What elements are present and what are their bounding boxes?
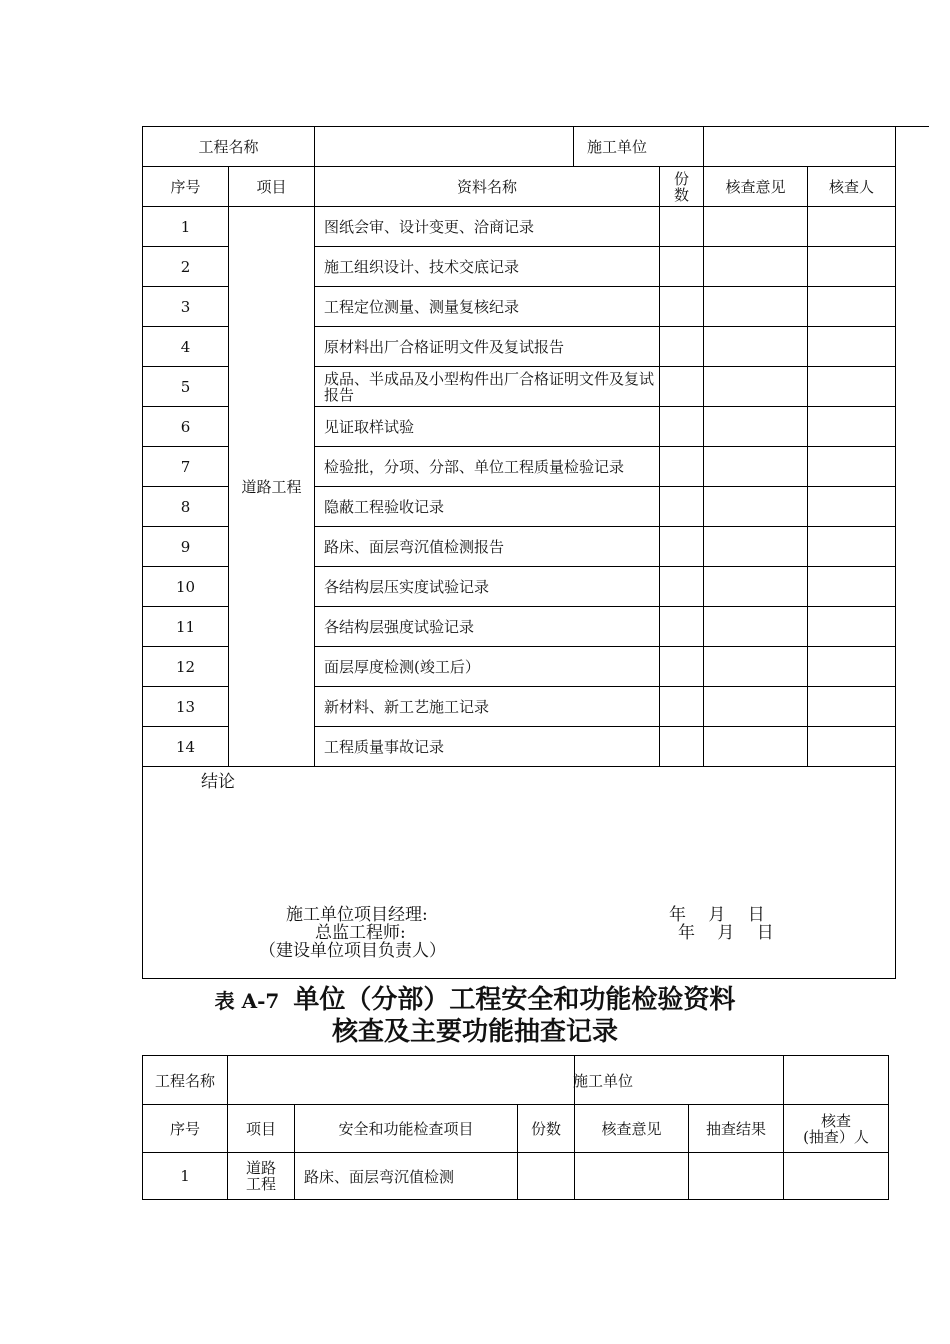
checker-cell[interactable]	[808, 287, 896, 327]
checker-cell[interactable]	[808, 567, 896, 607]
contractor-label: 施工单位	[573, 127, 660, 166]
copies-cell[interactable]	[660, 567, 704, 607]
table-row	[143, 207, 896, 247]
opinion-cell[interactable]	[704, 407, 808, 447]
document-name: 各结构层强度试验记录	[315, 607, 660, 647]
t2-col-checker	[784, 1105, 889, 1153]
document-name: 新材料、新工艺施工记录	[315, 687, 660, 727]
row-number: 9	[143, 527, 229, 567]
col-copies-text: 份数	[674, 169, 690, 204]
row-number: 1	[143, 207, 229, 247]
copies-cell[interactable]	[660, 207, 704, 247]
t2-row-no: 1	[143, 1153, 228, 1200]
opinion-cell[interactable]	[704, 367, 808, 407]
owner-signature-label: （建设单位项目负责人）	[259, 941, 446, 961]
t2-col-checker-line2: (抽查）人	[803, 1127, 869, 1146]
opinion-cell[interactable]	[704, 327, 808, 367]
copies-cell[interactable]	[660, 327, 704, 367]
contractor-label-cell	[660, 127, 704, 167]
checker-cell[interactable]	[808, 367, 896, 407]
t2-contractor-label: 施工单位	[572, 1071, 633, 1090]
document-checklist-table	[142, 126, 896, 979]
document-name: 隐蔽工程验收记录	[315, 487, 660, 527]
checker-cell[interactable]	[808, 407, 896, 447]
item-group: 道路工程	[229, 207, 315, 767]
t2-col-seq: 序号	[143, 1105, 228, 1153]
row-number: 11	[143, 607, 229, 647]
opinion-cell[interactable]	[704, 487, 808, 527]
opinion-cell[interactable]	[704, 687, 808, 727]
t2-row-copies[interactable]	[518, 1153, 575, 1200]
opinion-cell[interactable]	[704, 567, 808, 607]
t2-col-checker-line1: 核查	[821, 1111, 852, 1130]
document-name: 工程质量事故记录	[315, 727, 660, 767]
checker-cell[interactable]	[808, 247, 896, 287]
t2-col-copies: 份数	[518, 1105, 575, 1153]
opinion-cell[interactable]	[704, 647, 808, 687]
row-number: 8	[143, 487, 229, 527]
copies-cell[interactable]	[660, 727, 704, 767]
row-number: 2	[143, 247, 229, 287]
t2-col-result: 抽查结果	[689, 1105, 784, 1153]
document-name: 原材料出厂合格证明文件及复试报告	[315, 327, 660, 367]
col-seq: 序号	[143, 167, 229, 207]
opinion-cell[interactable]	[704, 607, 808, 647]
copies-cell[interactable]	[660, 447, 704, 487]
t2-col-opinion: 核查意见	[575, 1105, 689, 1153]
opinion-cell[interactable]	[704, 207, 808, 247]
checker-cell[interactable]	[808, 327, 896, 367]
checker-cell[interactable]	[808, 527, 896, 567]
copies-cell[interactable]	[660, 607, 704, 647]
checker-cell[interactable]	[808, 727, 896, 767]
t2-row-item	[228, 1153, 295, 1200]
t2-col-item: 项目	[228, 1105, 295, 1153]
t2-row-opinion[interactable]	[575, 1153, 689, 1200]
manager-signature-label: 施工单位项目经理:	[286, 905, 428, 925]
row-number: 12	[143, 647, 229, 687]
title-line-2: 核查及主要功能抽查记录	[331, 1017, 618, 1047]
col-checker: 核查人	[808, 167, 896, 207]
t2-row-result[interactable]	[689, 1153, 784, 1200]
checker-cell[interactable]	[808, 447, 896, 487]
opinion-cell[interactable]	[704, 287, 808, 327]
row-number: 10	[143, 567, 229, 607]
t2-project-name-label: 工程名称	[143, 1056, 228, 1105]
document-name: 工程定位测量、测量复核纪录	[315, 287, 660, 327]
t2-row-name: 路床、面层弯沉值检测	[295, 1153, 518, 1200]
conclusion-cell[interactable]	[143, 767, 896, 979]
col-opinion: 核查意见	[704, 167, 808, 207]
col-copies	[660, 167, 704, 207]
supervisor-date: 年 月 日	[678, 923, 774, 943]
copies-cell[interactable]	[660, 247, 704, 287]
opinion-cell[interactable]	[704, 447, 808, 487]
t2-contractor-value[interactable]	[784, 1056, 889, 1105]
row-number: 4	[143, 327, 229, 367]
document-name: 成品、半成品及小型构件出厂合格证明文件及复试报告	[315, 367, 660, 407]
form-title	[0, 984, 950, 1047]
document-name: 见证取样试验	[315, 407, 660, 447]
checker-cell[interactable]	[808, 207, 896, 247]
project-name-label: 工程名称	[143, 127, 315, 167]
contractor-value[interactable]	[704, 127, 896, 167]
col-doc-name: 资料名称	[315, 167, 660, 207]
row-number: 6	[143, 407, 229, 447]
document-name: 施工组织设计、技术交底记录	[315, 247, 660, 287]
t2-row-checker[interactable]	[784, 1153, 889, 1200]
row-number: 3	[143, 287, 229, 327]
document-name: 检验批，分项、分部、单位工程质量检验记录	[315, 447, 660, 487]
t2-col-check-item: 安全和功能检查项目	[295, 1105, 518, 1153]
copies-cell[interactable]	[660, 647, 704, 687]
copies-cell[interactable]	[660, 687, 704, 727]
copies-cell[interactable]	[660, 487, 704, 527]
top-rule	[895, 126, 929, 127]
manager-date: 年 月 日	[669, 905, 765, 925]
safety-function-table	[142, 1055, 889, 1200]
document-name: 路床、面层弯沉值检测报告	[315, 527, 660, 567]
opinion-cell[interactable]	[704, 247, 808, 287]
document-name: 面层厚度检测(竣工后）	[315, 647, 660, 687]
form-number: 表 A-7	[214, 989, 280, 1013]
copies-cell[interactable]	[660, 367, 704, 407]
row-number: 14	[143, 727, 229, 767]
row-number: 7	[143, 447, 229, 487]
copies-cell[interactable]	[660, 287, 704, 327]
copies-cell[interactable]	[660, 527, 704, 567]
checker-cell[interactable]	[808, 687, 896, 727]
opinion-cell[interactable]	[704, 727, 808, 767]
document-name: 各结构层压实度试验记录	[315, 567, 660, 607]
col-item: 项目	[229, 167, 315, 207]
row-number: 5	[143, 367, 229, 407]
supervisor-signature-label: 总监工程师:	[315, 923, 406, 943]
document-name: 图纸会审、设计变更、洽商记录	[315, 207, 660, 247]
conclusion-label: 结论	[201, 772, 235, 792]
t2-row-item-line1: 道路	[245, 1159, 276, 1177]
checker-cell[interactable]	[808, 647, 896, 687]
opinion-cell[interactable]	[704, 527, 808, 567]
checker-cell[interactable]	[808, 607, 896, 647]
t2-row-item-line2: 工程	[245, 1175, 276, 1193]
row-number: 13	[143, 687, 229, 727]
copies-cell[interactable]	[660, 407, 704, 447]
title-line-1: 单位（分部）工程安全和功能检验资料	[293, 985, 736, 1015]
checker-cell[interactable]	[808, 487, 896, 527]
